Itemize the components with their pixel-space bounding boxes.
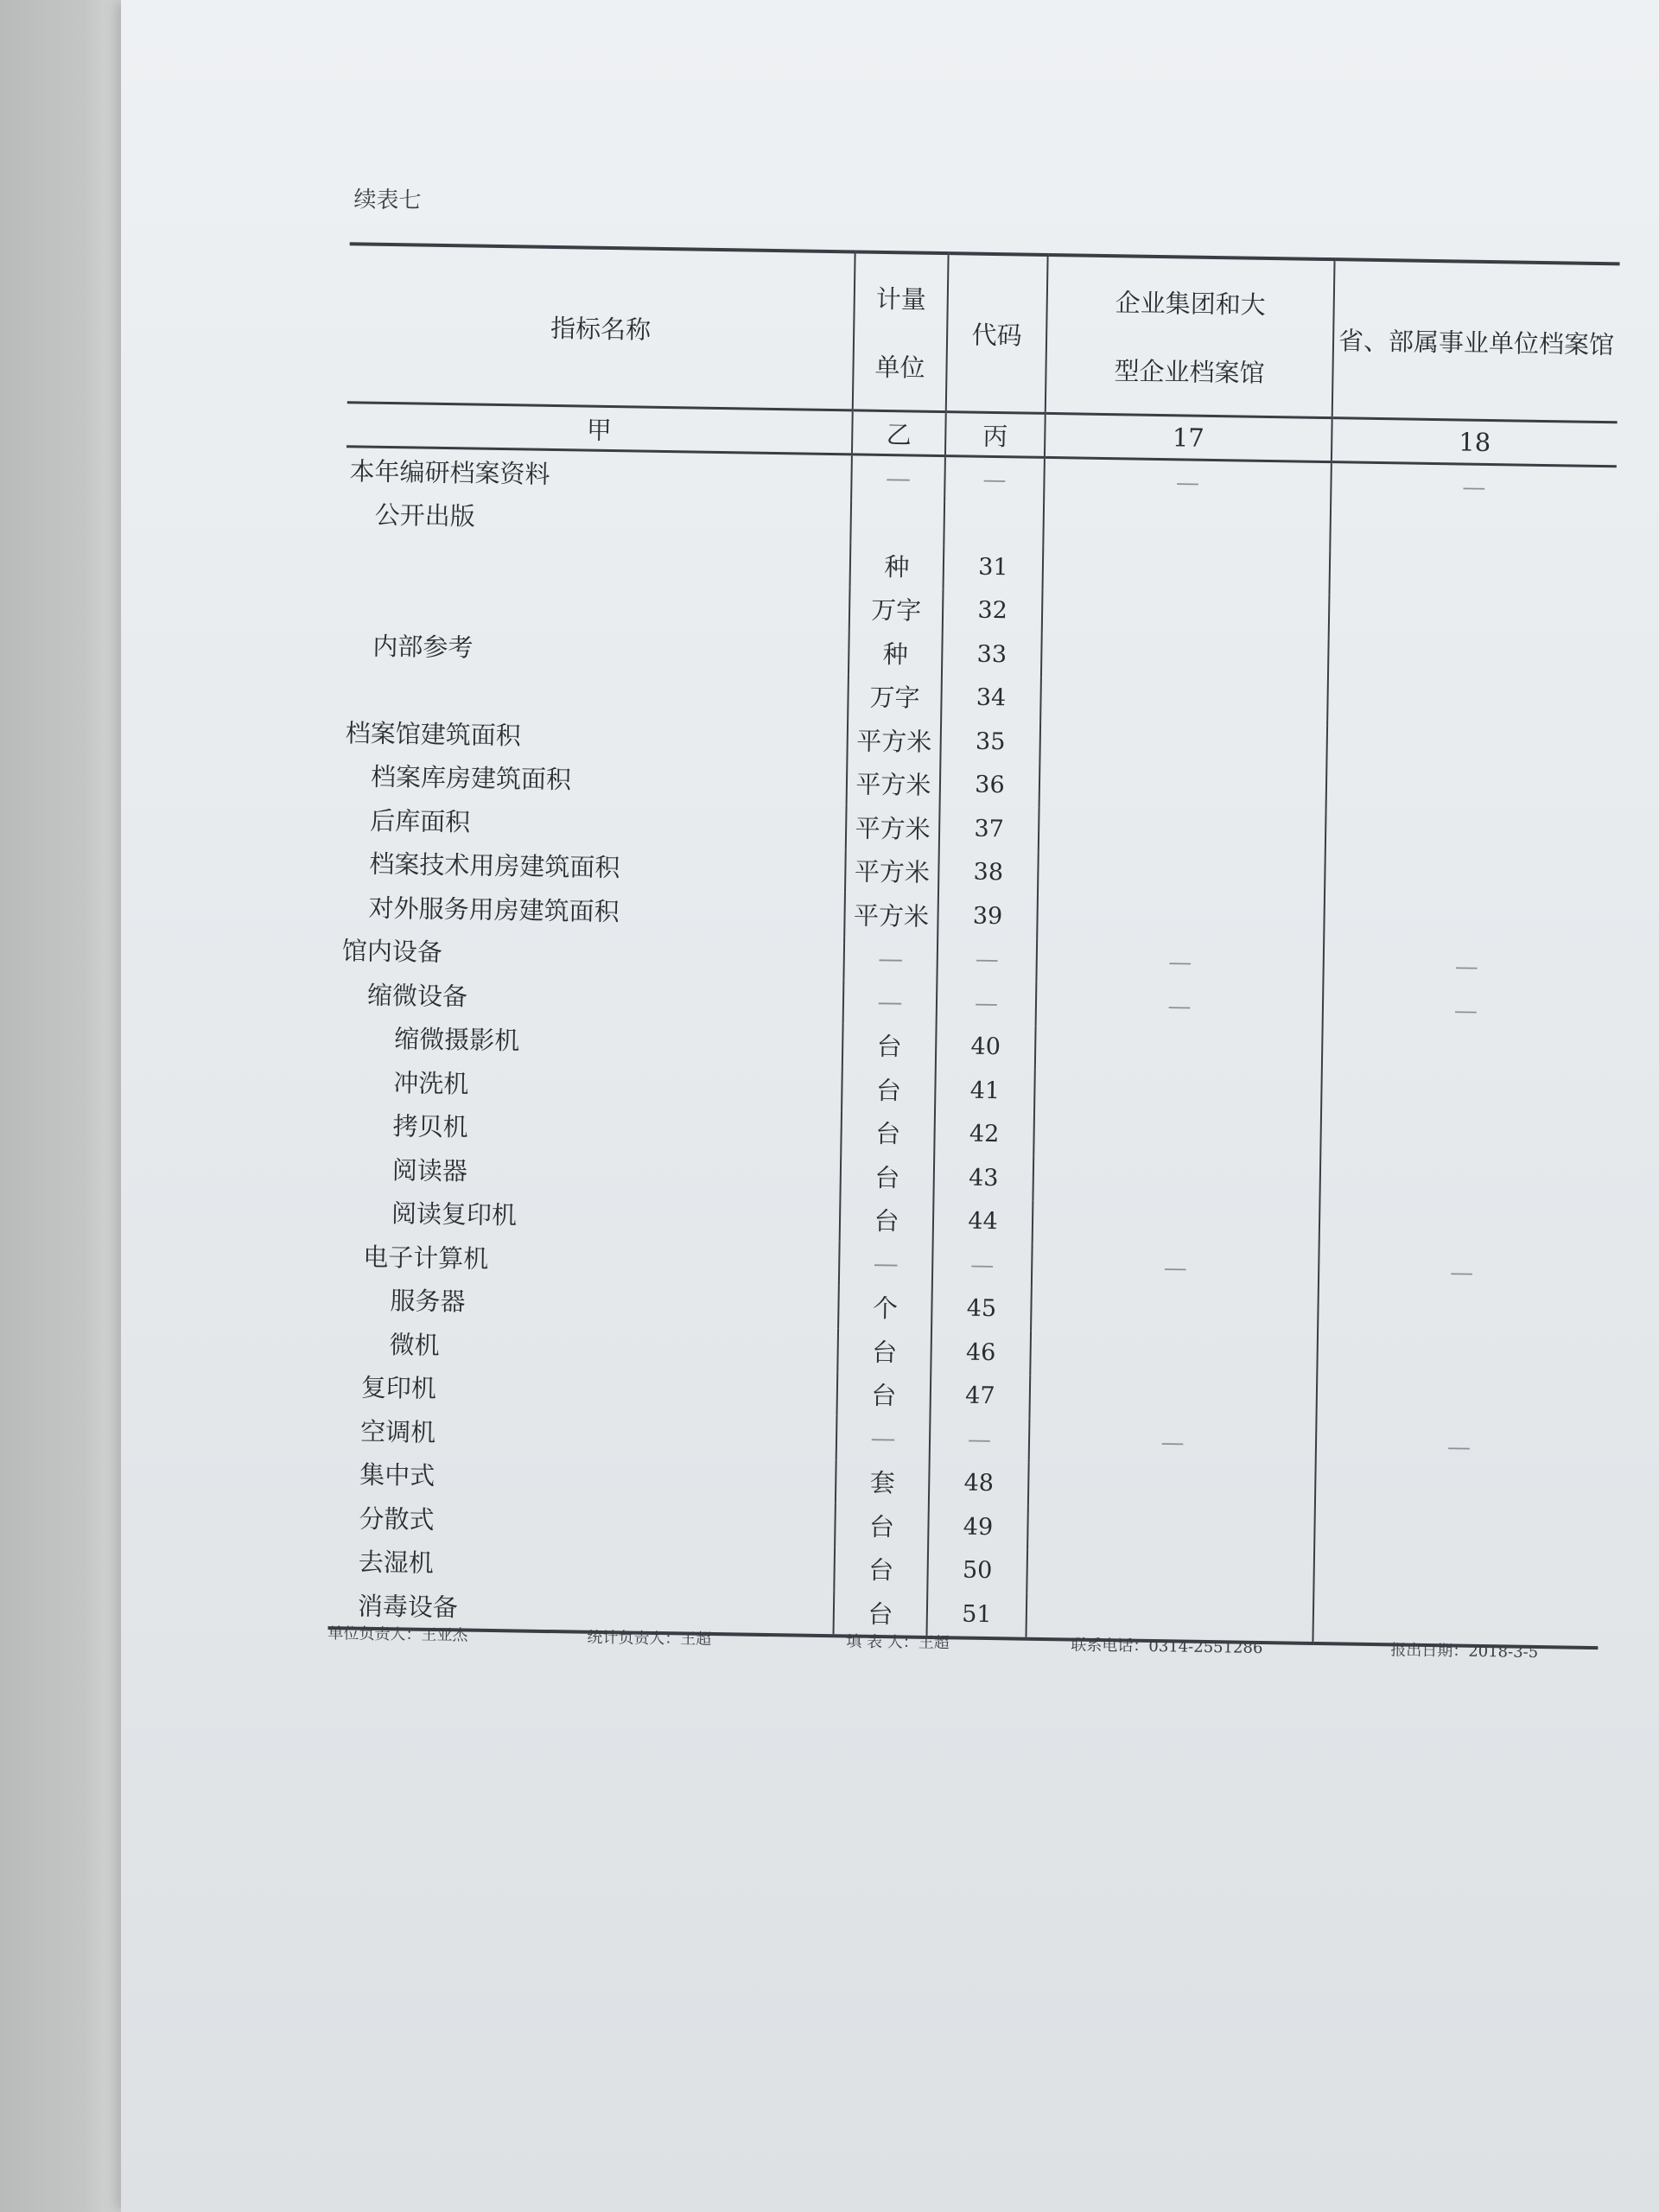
header-code-label: 代码 [971, 320, 1022, 350]
row-name-cell: 消毒设备 [328, 1582, 835, 1636]
row-name-cell: 服务器 [390, 1286, 466, 1317]
row-code-cell: 49 [928, 1504, 1028, 1549]
row-col17-cell [1030, 1332, 1318, 1380]
row-col17-cell [1042, 589, 1330, 638]
row-col18-cell [1321, 1074, 1607, 1122]
row-unit-cell: 平方米 [845, 849, 939, 893]
row-col18-cell [1329, 594, 1615, 643]
row-unit-cell: — [839, 1241, 933, 1286]
row-name-cell: 档案库房建筑面积 [370, 761, 572, 795]
row-unit-cell: 套 [836, 1459, 930, 1504]
row-col17-cell [1038, 851, 1325, 899]
row-name-cell: 公开出版 [374, 499, 476, 531]
header-indicator-name [347, 244, 855, 410]
footer-report-date: 报出日期：2018-3-5 [1390, 1641, 1539, 1662]
header-unit-line2: 单位 [874, 352, 925, 383]
row-name-cell: 复印机 [360, 1372, 437, 1404]
table-body [328, 447, 1617, 1648]
row-col17-cell [1028, 1462, 1316, 1510]
row-col17-cell [1033, 1113, 1321, 1161]
row-col17-cell [1031, 1287, 1319, 1336]
row-unit-cell: — [843, 936, 938, 981]
row-name-cell: 去湿机 [358, 1547, 435, 1579]
row-col17-cell: — [1032, 1244, 1319, 1293]
row-unit-cell: 台 [840, 1154, 934, 1198]
row-col17-cell [1041, 633, 1329, 682]
row-unit-cell: 台 [840, 1198, 934, 1243]
row-col17-cell [1037, 895, 1325, 944]
row-code-cell: 43 [933, 1155, 1033, 1200]
row-col18-cell [1319, 1161, 1605, 1210]
row-col17-cell [1035, 1026, 1323, 1074]
row-col17-cell [1027, 1506, 1315, 1554]
row-code-cell: — [944, 456, 1045, 503]
row-col17-cell [1027, 1549, 1314, 1598]
row-col18-cell [1326, 769, 1612, 817]
row-code-cell: 36 [940, 763, 1040, 808]
row-name-cell: 内部参考 [372, 631, 474, 663]
row-code-cell: 32 [943, 588, 1043, 633]
row-unit-cell: 台 [836, 1372, 931, 1417]
row-name-cell: 缩微设备 [366, 980, 468, 1012]
row-unit-cell: 种 [849, 630, 943, 675]
row-col18-cell [1319, 1205, 1605, 1254]
header-unit [853, 251, 949, 411]
row-col18-cell: — [1316, 1423, 1602, 1471]
row-name-cell: 缩微摄影机 [393, 1024, 520, 1056]
row-unit-cell: 平方米 [847, 761, 941, 806]
row-unit-cell: — [843, 979, 938, 1024]
row-code-cell: 42 [934, 1112, 1034, 1157]
row-unit-cell: 万字 [849, 587, 944, 632]
row-name-cell: 馆内设备 [341, 936, 443, 968]
row-col18-cell [1313, 1554, 1599, 1602]
row-col18-cell [1320, 1118, 1606, 1166]
row-code-cell: 35 [940, 719, 1040, 764]
row-col18-cell: — [1331, 462, 1617, 512]
row-unit-cell: 万字 [848, 674, 942, 719]
row-code-cell: 46 [931, 1330, 1031, 1375]
row-col17-cell: — [1036, 982, 1324, 1031]
row-col18-cell [1322, 1031, 1608, 1079]
footer-stat-head: 统计负责人：王超 [587, 1628, 712, 1649]
row-code-cell: — [932, 1243, 1033, 1287]
header-code [946, 253, 1048, 413]
row-code-cell: 48 [929, 1460, 1029, 1505]
row-col17-cell [1033, 1157, 1320, 1205]
row-name-cell: 集中式 [359, 1459, 435, 1491]
row-col18-cell [1318, 1293, 1604, 1341]
row-code-cell: — [937, 938, 1037, 982]
row-code-cell: 41 [935, 1068, 1035, 1113]
row-col18-cell: — [1323, 944, 1609, 992]
row-col18-cell [1329, 550, 1615, 599]
row-col18-cell [1317, 1336, 1603, 1384]
row-col17-cell [1029, 1375, 1317, 1423]
row-col17-cell [1043, 546, 1331, 594]
row-unit-cell: 平方米 [844, 892, 938, 937]
row-unit-cell: 台 [841, 1110, 935, 1155]
row-unit-cell: 平方米 [846, 804, 940, 849]
header-col17-line2: 型企业档案馆 [1114, 356, 1265, 388]
header-unit-line1: 计量 [875, 283, 927, 315]
row-col17-cell [1039, 721, 1327, 769]
row-unit-cell: 台 [834, 1547, 928, 1592]
row-code-cell: 51 [926, 1592, 1027, 1638]
header-col17-line1: 企业集团和大 [1115, 288, 1266, 320]
row-col17-cell: — [1044, 457, 1332, 506]
row-col17-cell: — [1029, 1419, 1317, 1467]
row-col18-cell [1325, 812, 1611, 861]
row-code-cell: — [930, 1417, 1030, 1462]
indicator-table [328, 242, 1620, 1649]
row-name-cell [342, 666, 849, 718]
row-unit-cell: 台 [835, 1503, 929, 1548]
row-unit-cell: 台 [833, 1590, 927, 1637]
row-name-cell: 对外服务用房建筑面积 [368, 893, 620, 926]
row-col18-cell [1326, 725, 1612, 773]
header-col17 [1046, 255, 1335, 418]
subheader-unit: 乙 [852, 410, 946, 456]
row-code-cell: 40 [936, 1025, 1036, 1070]
row-col18-cell: — [1319, 1249, 1605, 1297]
row-code-cell [944, 501, 1044, 546]
row-code-cell: 44 [933, 1198, 1033, 1243]
row-name-cell: 冲洗机 [393, 1067, 469, 1099]
row-code-cell: 45 [931, 1286, 1032, 1331]
row-col17-cell [1039, 808, 1326, 856]
row-name-cell: 档案馆建筑面积 [345, 717, 522, 751]
row-name-cell: 分散式 [359, 1503, 435, 1535]
subheader-col17: 17 [1045, 413, 1332, 461]
row-code-cell: 39 [938, 893, 1038, 938]
row-col18-cell [1314, 1510, 1600, 1559]
row-col18-cell: — [1323, 987, 1609, 1035]
row-unit-cell: 台 [842, 1066, 936, 1111]
row-col18-cell [1325, 856, 1611, 905]
row-unit-cell: 平方米 [847, 717, 941, 762]
row-unit-cell: — [836, 1415, 931, 1460]
row-code-cell: 37 [939, 806, 1039, 851]
row-name-cell: 后库面积 [369, 805, 471, 837]
row-col17-cell [1034, 1070, 1322, 1118]
footer-unit-head: 单位负责人：王亚杰 [327, 1624, 468, 1645]
row-code-cell: 34 [941, 676, 1041, 721]
row-col17-cell [1043, 502, 1331, 550]
row-name-cell: 电子计算机 [363, 1242, 489, 1274]
row-name-cell: 空调机 [359, 1416, 436, 1447]
header-col18-label: 省、部属事业单位档案馆 [1338, 325, 1615, 359]
row-code-cell: 33 [942, 632, 1042, 677]
row-unit-cell: 台 [837, 1328, 931, 1373]
paper-sheet [121, 0, 1659, 2212]
row-code-cell: 38 [938, 850, 1039, 895]
row-unit-cell: 种 [850, 543, 944, 588]
row-code-cell: 31 [944, 544, 1044, 589]
row-name-cell: 阅读复印机 [391, 1198, 518, 1230]
row-col17-cell [1033, 1200, 1320, 1249]
row-col18-cell [1315, 1466, 1601, 1515]
row-name-cell [344, 579, 850, 631]
row-col17-cell: — [1036, 938, 1324, 987]
footer-filler: 填 表 人：王超 [846, 1632, 950, 1653]
row-unit-cell: — [851, 454, 945, 501]
row-col18-cell [1330, 507, 1616, 556]
row-name-cell: 本年编研档案资料 [349, 456, 550, 489]
row-name-cell: 阅读器 [391, 1154, 468, 1186]
row-col18-cell [1327, 682, 1613, 730]
footer-phone: 联系电话：0314-2551286 [1071, 1636, 1263, 1658]
table-title: 续表七 [353, 187, 422, 214]
desk-background [0, 0, 121, 2212]
row-name-cell: 微机 [389, 1329, 440, 1360]
row-unit-cell: 个 [838, 1285, 932, 1330]
row-col18-cell [1328, 638, 1614, 686]
subheader-col18: 18 [1332, 418, 1618, 467]
subheader-code: 丙 [945, 412, 1046, 458]
header-row [347, 244, 1620, 423]
header-col18 [1332, 259, 1620, 423]
row-code-cell: 50 [927, 1548, 1027, 1592]
row-code-cell: 47 [930, 1373, 1030, 1418]
header-indicator-name-label: 指标名称 [550, 313, 652, 345]
row-name-cell [345, 535, 851, 587]
row-name-cell: 拷贝机 [392, 1111, 468, 1142]
statistical-form [314, 173, 1633, 1679]
row-col18-cell [1324, 899, 1610, 948]
subheader-name: 甲 [346, 403, 853, 454]
row-col17-cell [1039, 764, 1327, 812]
row-col18-cell [1316, 1379, 1602, 1427]
row-col17-cell [1040, 677, 1328, 725]
row-unit-cell [850, 499, 944, 544]
row-name-cell: 档案技术用房建筑面积 [369, 849, 620, 883]
row-code-cell: — [937, 981, 1037, 1026]
row-unit-cell: 台 [842, 1023, 937, 1068]
